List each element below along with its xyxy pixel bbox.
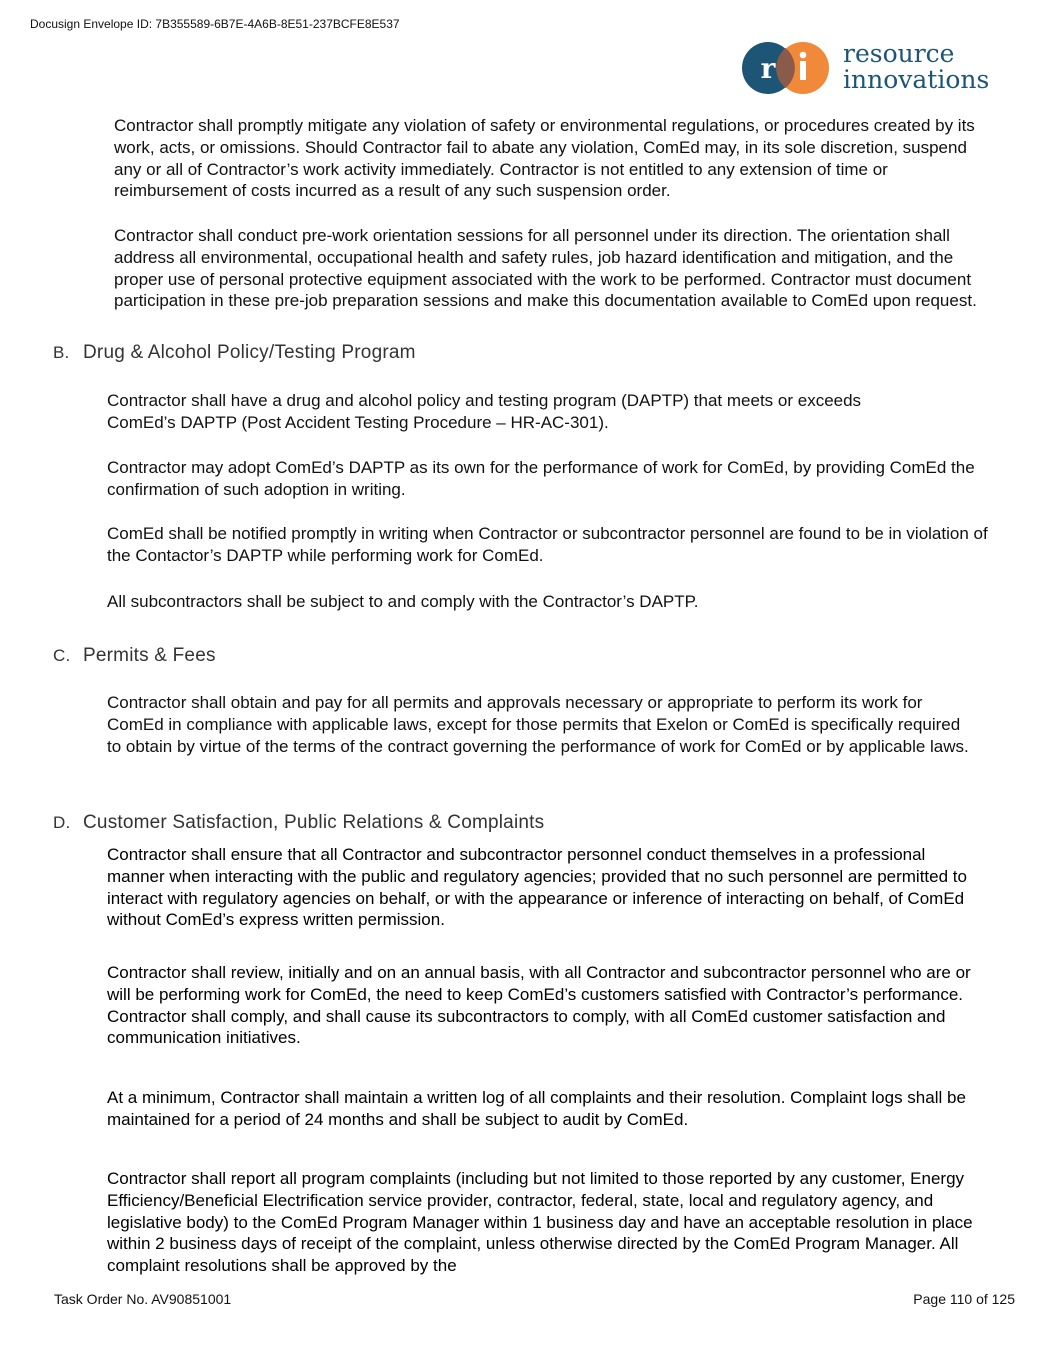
section-title: Permits & Fees (83, 645, 216, 666)
section-heading-c (53, 645, 216, 667)
section-b-paragraph-1: Contractor shall have a drug and alcohol policy and testing program (DAPTP) that meets or exceeds ComEd’s DAPTP (Post Accident Testing Procedure – HR-AC-301). (107, 391, 862, 432)
section-heading-b (53, 342, 416, 364)
section-c-paragraph-1: Contractor shall obtain and pay for all permits and approvals necessary or appropriate to perform its work for ComEd in compliance with applicable laws, except for those permits that Exelon or ComEd is specifically required to obtain by virtue of the terms of the contract governing the performance of work for ComEd or by applicable laws. (107, 693, 969, 756)
logo-mark-icon (741, 41, 837, 97)
section-d-paragraph-4: Contractor shall report all program complaints (including but not limited to those reported by any customer, Energy Efficiency/Beneficial Electrification service provider, contractor, federal, state, local and regulatory agency, and legislative body) to the ComEd Program Manager within 1 business day and have an acceptable resolution in place within 2 business days of receipt of the complaint, unless otherwise directed by the ComEd Program Manager. All complaint resolutions shall be approved by the (107, 1169, 973, 1276)
section-letter: D. (53, 813, 71, 832)
logo-wordmark (843, 41, 989, 93)
intro-paragraph-2: Contractor shall conduct pre-work orientation sessions for all personnel under its direction. The orientation shall address all environmental, occupational health and safety rules, job hazard identification and mitigation, and the proper use of personal protective equipment associated with the work to be performed. Contractor must document participation in these pre-job preparation sessions and make this documentation available to ComEd upon request. (114, 226, 977, 311)
logo-line-2: innovations (843, 65, 990, 94)
svg-text:r: r (760, 52, 776, 85)
section-title: Drug & Alcohol Policy/Testing Program (83, 342, 416, 363)
section-letter: B. (53, 343, 70, 362)
section-letter: C. (53, 646, 71, 665)
company-logo (741, 41, 1011, 97)
section-d-paragraph-2: Contractor shall review, initially and on an annual basis, with all Contractor and subcontractor personnel who are or will be performing work for ComEd, the need to keep ComEd’s customers satisfied with Contractor’s performance. Contractor shall comply, and shall cause its subcontractors to comply, with all ComEd customer satisfaction and communication initiatives. (107, 963, 971, 1048)
page-number: Page 110 of 125 (913, 1291, 1015, 1307)
envelope-id: Docusign Envelope ID: 7B355589-6B7E-4A6B-8E51-237BCFE8E537 (30, 17, 400, 31)
section-b-paragraph-3: ComEd shall be notified promptly in writing when Contractor or subcontractor personnel are found to be in violation of the Contactor’s DAPTP while performing work for ComEd. (107, 524, 988, 565)
section-d-paragraph-3: At a minimum, Contractor shall maintain a written log of all complaints and their resolution. Complaint logs shall be maintained for a period of 24 months and shall be subject to audit by ComEd. (107, 1088, 966, 1129)
task-order-number: Task Order No. AV90851001 (54, 1291, 232, 1307)
logo-line-1: resource (843, 39, 955, 68)
section-b-paragraph-2: Contractor may adopt ComEd’s DAPTP as its own for the performance of work for ComEd, by providing ComEd the confirmation of such adoption in writing. (107, 458, 975, 499)
section-d-paragraph-1: Contractor shall ensure that all Contractor and subcontractor personnel conduct themselves in a professional manner when interacting with the public and regulatory agencies; provided that no such personnel are permitted to interact with regulatory agencies on behalf, or with the appearance or inference of interacting on behalf, of ComEd without ComEd’s express written permission. (107, 845, 967, 930)
intro-paragraph-1: Contractor shall promptly mitigate any violation of safety or environmental regulations, or procedures created by its work, acts, or omissions. Should Contractor fail to abate any violation, ComEd may, in its sole discretion, suspend any or all of Contractor’s work activity immediately. Contractor is not entitled to any extension of time or reimbursement of costs incurred as a result of any such suspension order. (114, 116, 975, 201)
section-heading-d (53, 812, 544, 834)
section-title: Customer Satisfaction, Public Relations & Complaints (83, 812, 545, 833)
section-b-paragraph-4: All subcontractors shall be subject to and comply with the Contractor’s DAPTP. (107, 592, 699, 611)
